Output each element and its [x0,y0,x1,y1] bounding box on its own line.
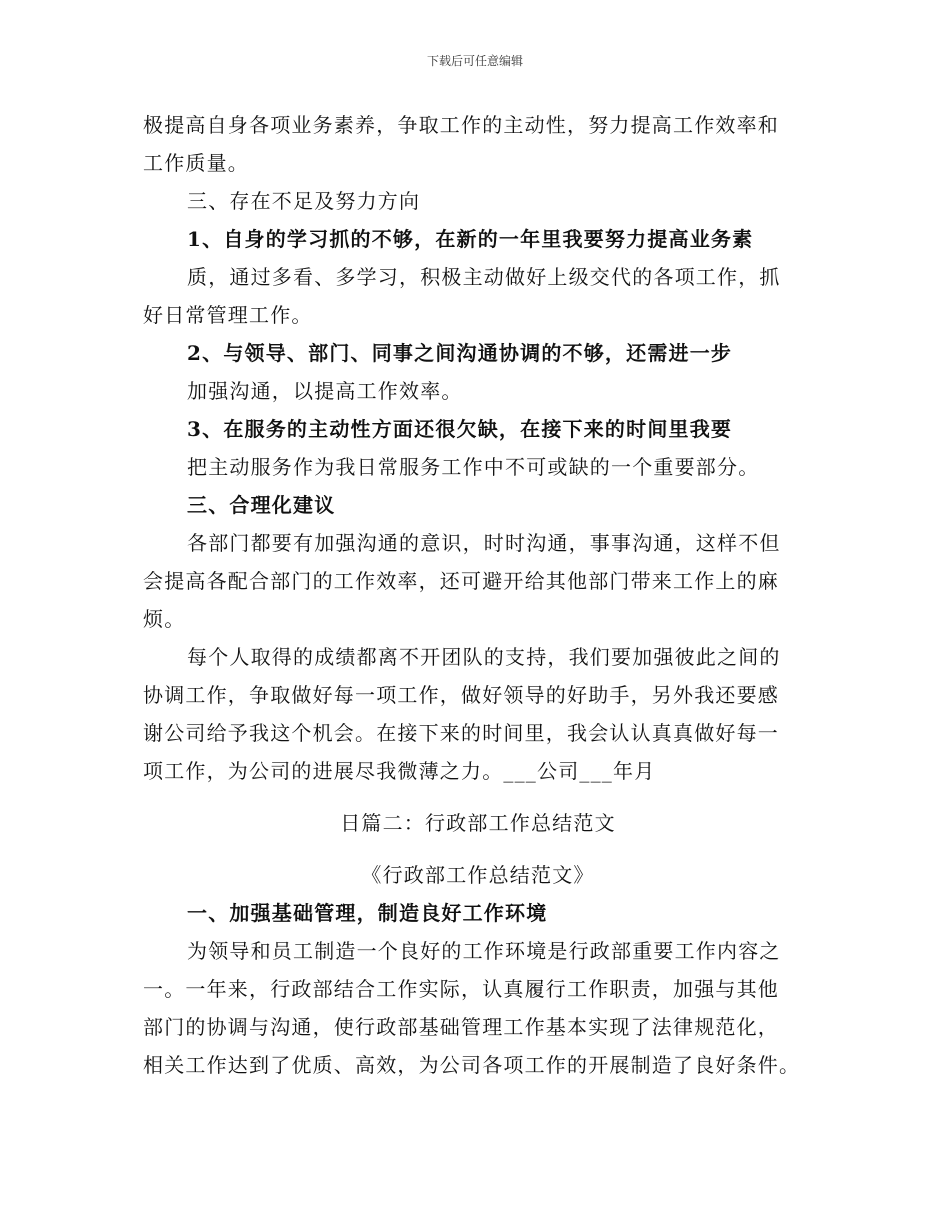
paragraph-line: 协调工作，争取做好每一项工作，做好领导的好助手，另外我还要感 [143,683,779,707]
paragraph-line: 谢公司给予我这个机会。在接下来的时间里，我会认认真真做好每一 [143,721,779,745]
section-heading: 一、加强基础管理，制造良好工作环境 [187,901,548,925]
item-heading: 2、与领导、部门、同事之间沟通协调的不够，还需进一步 [187,341,733,365]
paragraph-line: 加强沟通，以提高工作效率。 [187,379,463,403]
paragraph-line: 每个人取得的成绩都离不开团队的支持，我们要加强彼此之间的 [187,645,781,669]
paragraph-line: 相关工作达到了优质、高效，为公司各项工作的开展制造了良好条件。 [143,1053,801,1077]
paragraph-line: 为领导和员工制造一个良好的工作环境是行政部重要工作内容之 [187,939,781,963]
paragraph-line: 一。一年来，行政部结合工作实际，认真履行工作职责，加强与其他 [143,977,779,1001]
page-header: 下载后可任意编辑 [426,54,523,68]
paragraph-line: 会提高各配合部门的工作效率，还可避开给其他部门带来工作上的麻 [143,569,779,593]
paragraph-line: 烦。 [143,607,186,631]
item-heading: 3、在服务的主动性方面还很欠缺，在接下来的时间里我要 [187,417,733,441]
paragraph-line: 项工作，为公司的进展尽我微薄之力。___公司___年月 [143,759,656,783]
document-title: 《行政部工作总结范文》 [361,863,595,887]
chapter-title: 日篇二：行政部工作总结范文 [340,811,616,835]
paragraph-line: 质，通过多看、多学习，积极主动做好上级交代的各项工作，抓 [187,265,781,289]
paragraph-line: 好日常管理工作。 [143,303,313,327]
section-heading: 三、存在不足及努力方向 [187,189,421,213]
paragraph-line: 各部门都要有加强沟通的意识，时时沟通，事事沟通，这样不但 [187,531,781,555]
document-body [143,106,813,1084]
paragraph-line: 极提高自身各项业务素养，争取工作的主动性，努力提高工作效率和 [143,113,779,137]
section-heading: 三、合理化建议 [187,493,336,517]
item-heading: 1、自身的学习抓的不够，在新的一年里我要努力提高业务素 [187,227,754,251]
paragraph-line: 部门的协调与沟通，使行政部基础管理工作基本实现了法律规范化， [143,1015,779,1039]
paragraph-line: 把主动服务作为我日常服务工作中不可或缺的一个重要部分。 [187,455,760,479]
paragraph-line: 工作质量。 [143,151,249,175]
